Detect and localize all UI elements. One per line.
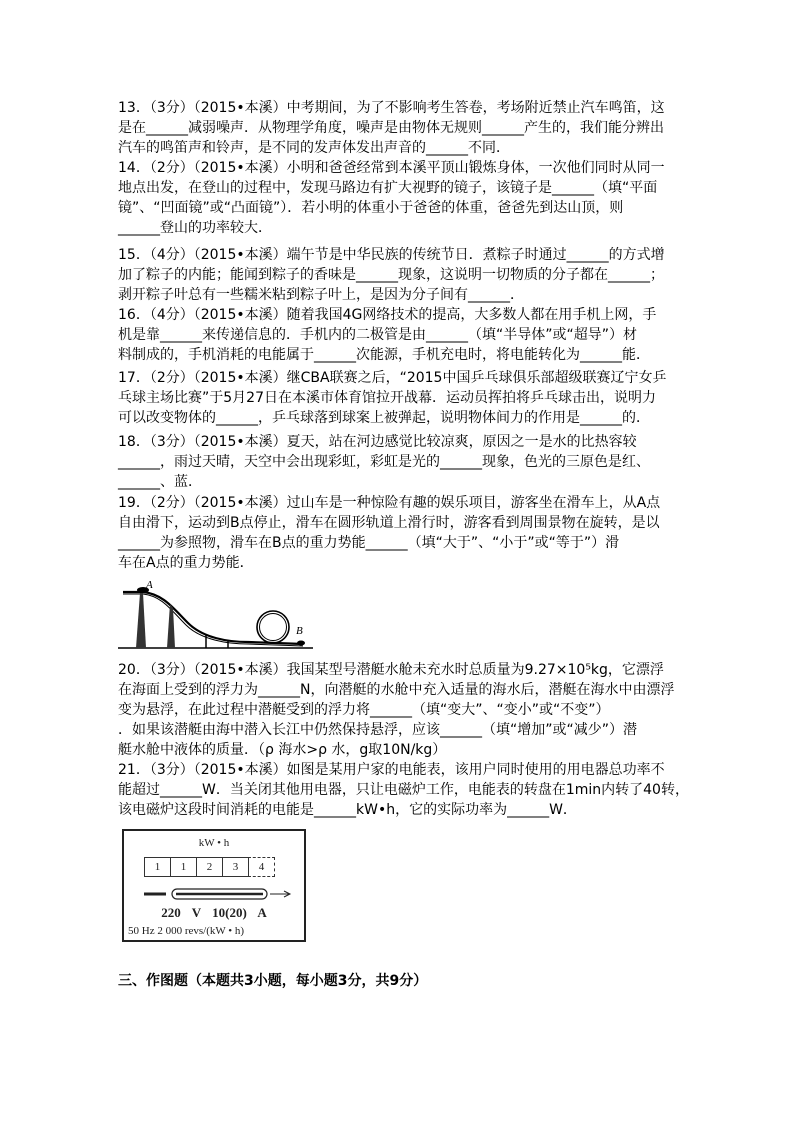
question-line: 艇水舱中液体的质量．（ρ 海水>ρ 水，g取10N/kg）: [118, 742, 447, 758]
question-20: [118, 660, 698, 760]
question-line: 该电磁炉这段时间消耗的电能是______kW•h，它的实际功率为______W．: [118, 802, 577, 818]
question-line: 镜”、“凹面镜”或“凸面镜”）．若小明的体重小于爸爸的体重，爸爸先到达山顶，则: [118, 200, 624, 216]
question-line: 机是靠______来传递信息的．手机内的二极管是由______（填“半导体”或“超导”）材: [118, 327, 638, 343]
question-16: [118, 305, 698, 365]
question-line: ．如果该潜艇由海中潜入长江中仍然保持悬浮，应该______（填“增加”或“减少”）潜: [118, 722, 638, 738]
question-line: 乓球主场比赛”于5月27日在本溪市体育馆拉开战幕．运动员挥拍将乒乓球击出，说明力: [118, 390, 656, 406]
question-line: 自由滑下，运动到B点停止，滑车在圆形轨道上滑行时，游客看到周围景物在旋转，是以: [118, 515, 660, 531]
meter-rating: 220 V 10(20) A: [161, 905, 267, 920]
point-b-label: B: [296, 625, 303, 637]
question-line: 是在______减弱噪声．从物理学角度，噪声是由物体无规则______产生的，我们能分辨出: [118, 120, 664, 136]
question-line: 汽车的鸣笛声和铃声，是不同的发声体发出声音的______不同．: [118, 140, 510, 156]
question-18: [118, 432, 698, 492]
meter-disc-indicator: [144, 888, 294, 900]
question-14: [118, 158, 698, 238]
question-line: 加了粽子的内能；能闻到粽子的香味是______现象，这说明一切物质的分子都在______；: [118, 267, 664, 283]
question-line: 20．（3分）（2015•本溪）我国某型号潜艇水舱未充水时总质量为9.27×10⁵kg，它漂浮: [118, 662, 664, 678]
question-line: ______为参照物，滑车在B点的重力势能______（填“大于”、“小于”或“等于”）滑: [118, 535, 620, 551]
question-line: 15．（4分）（2015•本溪）端午节是中华民族的传统节日．煮粽子时通过______的方式增: [118, 247, 665, 263]
question-line: 变为悬浮，在此过程中潜艇受到的浮力将______（填“变大”、“变小”或“不变”）: [118, 702, 610, 718]
meter-unit: kW • h: [198, 837, 230, 849]
question-19: [118, 493, 698, 573]
question-line: 料制成的，手机消耗的电能属于______次能源，手机充电时，将电能转化为______能．: [118, 347, 650, 363]
question-line: 能超过______W．当关闭其他用电器，只让电磁炉工作，电能表的转盘在1min内转了40转，: [118, 782, 689, 798]
meter-digit: 3: [222, 857, 249, 877]
question-line: 18．（3分）（2015•本溪）夏天，站在河边感觉比较凉爽，原因之一是水的比热容较: [118, 434, 637, 450]
meter-digit: 4: [248, 857, 275, 877]
question-line: 可以改变物体的______，乒乓球落到球案上被弹起，说明物体间力的作用是______的．: [118, 410, 650, 426]
question-line: ______、蓝．: [118, 474, 202, 490]
question-21: [118, 760, 698, 820]
meter-digit: 1: [144, 857, 171, 877]
question-line: 剥开粽子叶总有一些糯米粘到粽子叶上，是因为分子间有______．: [118, 287, 524, 303]
section-heading: 三、作图题（本题共3小题，每小题3分，共9分）: [118, 973, 428, 989]
point-a-label: A: [146, 579, 153, 591]
question-line: ______登山的功率较大．: [118, 220, 272, 236]
question-line: 17．（2分）（2015•本溪）继CBA联赛之后，“2015中国乒乓球俱乐部超级联赛辽宁女乒: [118, 370, 667, 386]
question-line: 13．（3分）（2015•本溪）中考期间，为了不影响考生答卷，考场附近禁止汽车鸣笛，这: [118, 100, 665, 116]
roller-coaster-figure: [118, 578, 318, 650]
question-line: 14．（2分）（2015•本溪）小明和爸爸经常到本溪平顶山锻炼身体，一次他们同时从同一: [118, 160, 665, 176]
question-line: 车在A点的重力势能．: [118, 555, 254, 571]
question-15: [118, 245, 698, 305]
question-line: 21．（3分）（2015•本溪）如图是某用户家的电能表，该用户同时使用的用电器总功率不: [118, 762, 665, 778]
meter-spec: 50 Hz 2 000 revs/(kW • h): [128, 925, 245, 937]
question-17: [118, 368, 698, 428]
question-line: 16．（4分）（2015•本溪）随着我国4G网络技术的提高，大多数人都在用手机上网，手: [118, 307, 657, 323]
meter-digit: 1: [170, 857, 197, 877]
question-line: 19．（2分）（2015•本溪）过山车是一种惊险有趣的娱乐项目，游客坐在滑车上，从A点: [118, 495, 661, 511]
meter-digits: [144, 857, 274, 877]
question-line: 地点出发，在登山的过程中，发现马路边有扩大视野的镜子，该镜子是______（填“平面: [118, 180, 658, 196]
question-line: 在海面上受到的浮力为______N，向潜艇的水舱中充入适量的海水后，潜艇在海水中由漂浮: [118, 682, 675, 698]
question-13: [118, 98, 698, 158]
question-line: ______，雨过天晴，天空中会出现彩虹，彩虹是光的______现象，色光的三原色是红、: [118, 454, 650, 470]
meter-digit: 2: [196, 857, 223, 877]
electricity-meter-figure: [122, 829, 306, 942]
